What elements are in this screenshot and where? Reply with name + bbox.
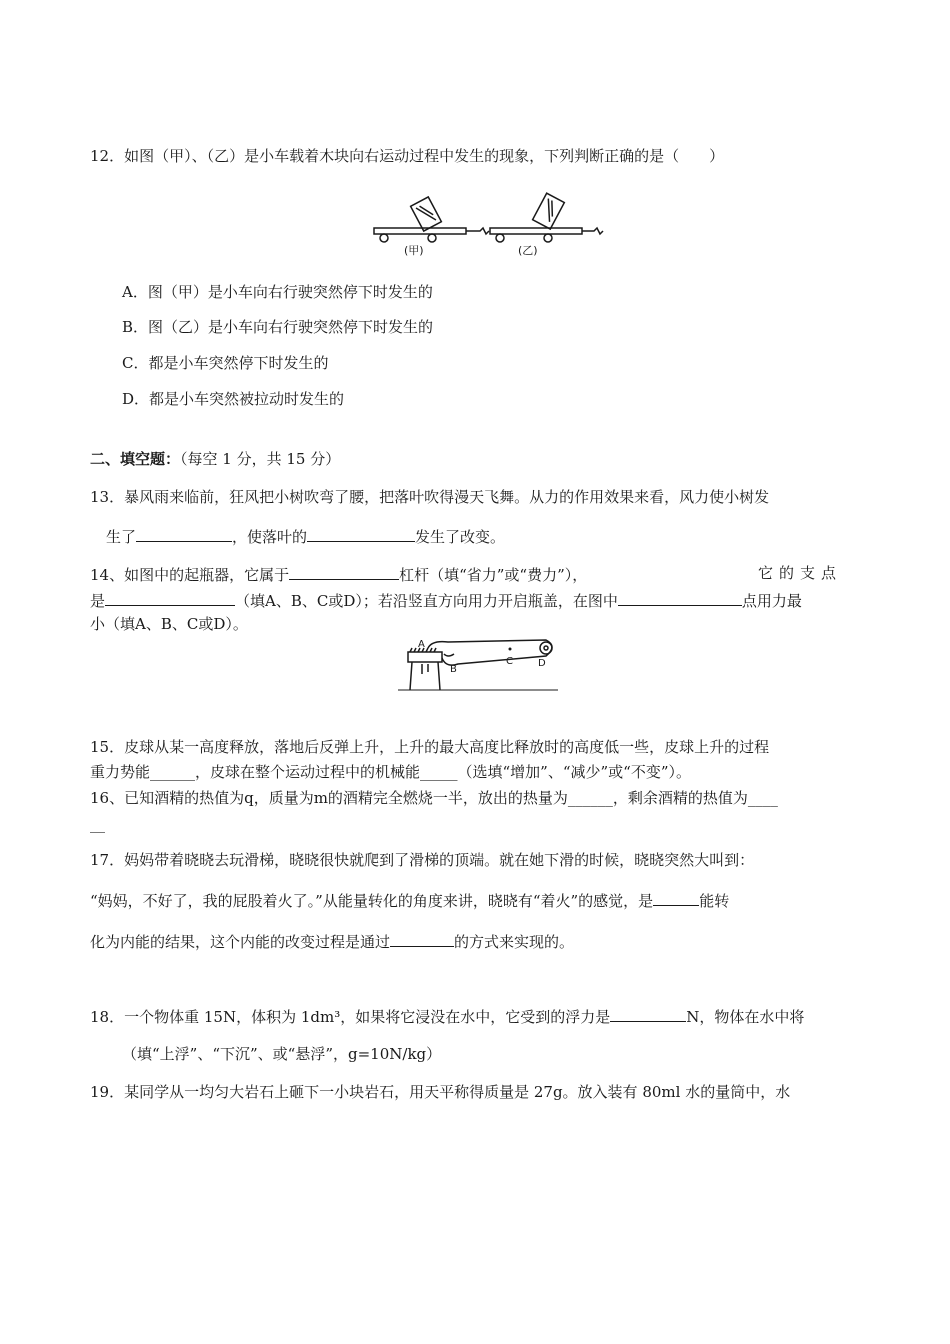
q17-text-c: 化为内能的结果，这个内能的改变过程是通过 xyxy=(90,933,391,951)
q14-text-a: 14、如图中的起瓶器，它属于 xyxy=(90,566,290,584)
q12-option-c: C．都是小车突然停下时发生的 xyxy=(122,354,329,372)
q13-text-b: ，使落叶的 xyxy=(232,528,308,546)
q18-blank-1[interactable] xyxy=(610,1005,686,1022)
q12-stem: 12．如图（甲）、（乙）是小车载着木块向右运动过程中发生的现象，下列判断正确的是（ ） xyxy=(90,147,725,165)
section2-heading xyxy=(90,449,340,469)
q14-line2 xyxy=(90,589,802,611)
q18-text-a: 18．一个物体重 15N，体积为 1dm³，如果将它浸没在水中，它受到的浮力是 xyxy=(90,1008,611,1026)
q12-option-a: A．图（甲）是小车向右行驶突然停下时发生的 xyxy=(122,283,433,301)
q13-blank-2[interactable] xyxy=(307,525,415,542)
q14-text-f: 点用力最 xyxy=(741,592,802,610)
cart-jia xyxy=(374,197,489,242)
q13-text-c: 发生了改变。 xyxy=(415,528,506,546)
label-c: C xyxy=(506,656,513,667)
q15-line2: 重力势能______，皮球在整个运动过程中的机械能_____（选填“增加”、“减少”或“不变”）。 xyxy=(90,763,692,781)
q14-text-b: 杠杆（填“省力”或“费力”）， xyxy=(399,566,588,584)
q14-bottle-opener-figure xyxy=(398,634,562,692)
cart-yi xyxy=(490,193,603,242)
q14-text-e: （填A、B、C或D）；若沿竖直方向用力开启瓶盖，在图中 xyxy=(235,592,618,610)
q14-line3: 小（填A、B、C或D）。 xyxy=(90,615,248,633)
q18-text-b: N，物体在水中将 xyxy=(686,1008,805,1026)
q17-blank-2[interactable] xyxy=(390,930,454,947)
q13-line2 xyxy=(106,525,505,547)
q13-blank-1[interactable] xyxy=(136,525,232,542)
section2-title: 二、填空题： xyxy=(90,450,181,468)
q14-blank-1[interactable] xyxy=(289,563,399,580)
q18-line1 xyxy=(90,1005,804,1027)
q12-option-b: B．图（乙）是小车向右行驶突然停下时发生的 xyxy=(122,318,434,336)
q12-cart-figure xyxy=(368,192,608,260)
label-b: B xyxy=(450,664,457,675)
section2-note: （每空 1 分，共 15 分） xyxy=(180,450,341,468)
label-jia: (甲) xyxy=(404,244,424,257)
q17-blank-1[interactable] xyxy=(653,889,699,906)
label-yi: (乙) xyxy=(518,244,538,257)
q16-line2: __ xyxy=(90,815,105,833)
q17-text-d: 的方式来实现的。 xyxy=(454,933,575,951)
q14-line1-end: 它的支点 xyxy=(758,564,843,582)
q17-line3 xyxy=(90,930,574,952)
q12-option-d: D．都是小车突然被拉动时发生的 xyxy=(122,390,345,408)
q14-line1 xyxy=(90,563,587,585)
q14-text-d: 是 xyxy=(90,592,106,610)
q13-text-a: 生了 xyxy=(106,528,137,546)
q18-line2: （填“上浮”、“下沉”、或“悬浮”，g=10N/kg） xyxy=(122,1045,442,1063)
q17-line2 xyxy=(90,889,729,911)
q17-line1: 17．妈妈带着晓晓去玩滑梯，晓晓很快就爬到了滑梯的顶端。就在她下滑的时候，晓晓突然大叫到： xyxy=(90,851,755,869)
q17-text-a: “妈妈，不好了，我的屁股着火了。”从能量转化的角度来讲，晓晓有“着火”的感觉，是 xyxy=(90,892,654,910)
label-a: A xyxy=(418,639,425,650)
q19-line1: 19．某同学从一均匀大岩石上砸下一小块岩石，用天平称得质量是 27g。放入装有 80ml 水的量筒中，水 xyxy=(90,1083,791,1101)
q16-line1: 16、已知酒精的热值为q，质量为m的酒精完全燃烧一半，放出的热量为______，剩余酒精的热值为____ xyxy=(90,789,778,807)
q14-blank-3[interactable] xyxy=(618,589,742,606)
q14-blank-2[interactable] xyxy=(105,589,235,606)
q13-line1: 13．暴风雨来临前，狂风把小树吹弯了腰，把落叶吹得漫天飞舞。从力的作用效果来看，风力使小树发 xyxy=(90,488,770,506)
label-d: D xyxy=(538,658,546,669)
q17-text-b: 能转 xyxy=(699,892,730,910)
q15-line1: 15．皮球从某一高度释放，落地后反弹上升，上升的最大高度比释放时的高度低一些，皮球上升的过程 xyxy=(90,738,770,756)
